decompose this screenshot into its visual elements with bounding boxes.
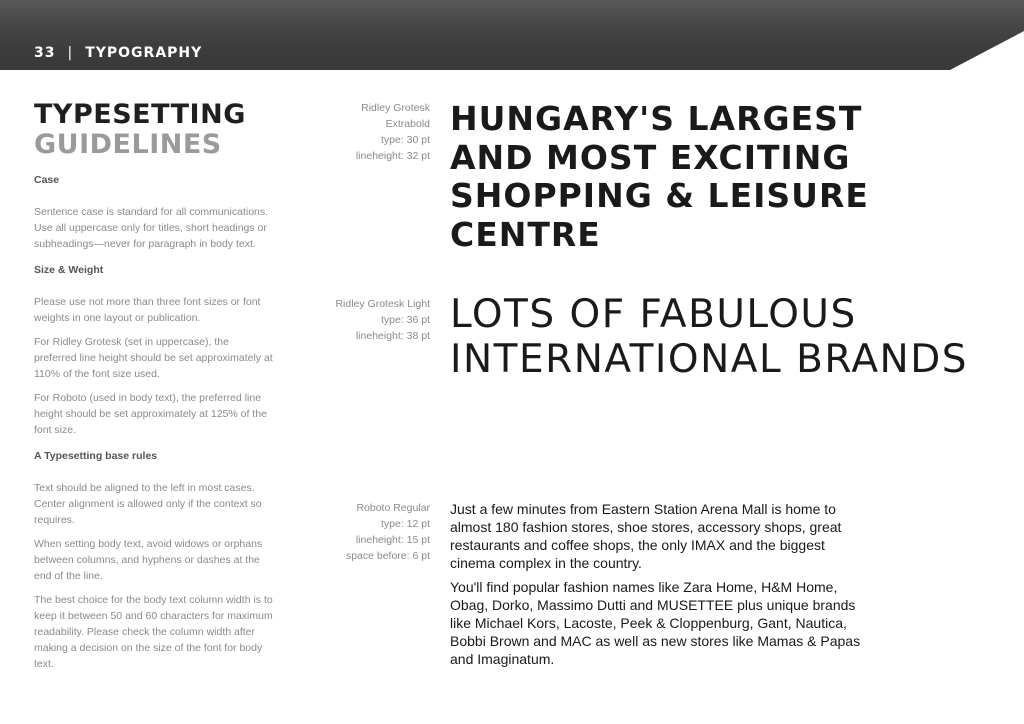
case-text: Sentence case is standard for all communications. Use all uppercase only for titles, short headings or subheadings—never for paragraph in body text. [34,206,269,250]
spec-extrabold [290,100,430,164]
section-title: TYPOGRAPHY [85,45,203,61]
spec-font-name: Ridley Grotesk Light [335,298,430,310]
rules-text-2: When setting body text, avoid widows or orphans between columns, and hyphens or dashes at the end of the line. [34,538,263,582]
size-text-3: For Roboto (used in body text), the preferred line height should be set approximately at 125% of the font size. [34,392,267,436]
page-number: 33 [34,45,56,61]
sample-body-text [450,500,870,674]
rules-text-1: Text should be aligned to the left in most cases. Center alignment is allowed only if the context so requires. [34,482,262,526]
header-bar [0,0,1024,70]
header-separator: | [67,45,74,61]
title-line-1: TYPESETTING [34,99,246,130]
rules-text-3: The best choice for the body text column width is to keep it between 50 and 60 characters for maximum readability. Please check the column width after making a decision on the size of the font for body text. [34,594,273,670]
spec-font-name: Roboto Regular [356,502,430,514]
spec-line-height: lineheight: 38 pt [355,330,430,342]
guidelines-body [34,172,274,672]
size-heading: Size & Weight [34,264,104,276]
spec-type-size: type: 36 pt [380,314,430,326]
sample-headline-light: LOTS OF FABULOUS INTERNATIONAL BRANDS [450,292,968,382]
spec-space-before: space before: 6 pt [345,550,430,562]
spec-line-height: lineheight: 15 pt [355,534,430,546]
spec-font-name: Ridley Grotesk [361,102,430,114]
case-heading: Case [34,174,60,186]
guidelines-column [34,100,274,680]
spec-regular [290,500,430,564]
title-line-2: GUIDELINES [34,129,222,160]
size-text-2: For Ridley Grotesk (set in uppercase), the preferred line height should be set approximately at 110% of the font size used. [34,336,273,380]
sample-paragraph-2: You'll find popular fashion names like Zara Home, H&M Home, Obag, Dorko, Massimo Dutti and MUSETTEE plus unique brands like Michael Kors, Lacoste, Peek & Cloppenburg, Gant, Nautica, Bobbi Brown and MAC as well as new stores like Mamas & Papas and Imaginatum. [450,579,861,667]
spec-type-size: type: 30 pt [380,134,430,146]
spec-type-size: type: 12 pt [380,518,430,530]
sample-paragraph-1: Just a few minutes from Eastern Station Arena Mall is home to almost 180 fashion stores, shoe stores, accessory shops, great restaurants and coffee shops, the only IMAX and the biggest cinema complex in the country. [450,501,842,571]
spec-light [290,296,430,344]
sample-headline-bold: HUNGARY'S LARGEST AND MOST EXCITING SHOPPING & LEISURE CENTRE [450,99,869,254]
page-title [34,100,274,160]
spec-line-height: lineheight: 32 pt [355,150,430,162]
size-text-1: Please use not more than three font sizes or font weights in one layout or publication. [34,296,261,324]
spec-font-weight: Extrabold [385,118,430,130]
page-header [34,45,202,61]
rules-heading: A Typesetting base rules [34,450,158,462]
